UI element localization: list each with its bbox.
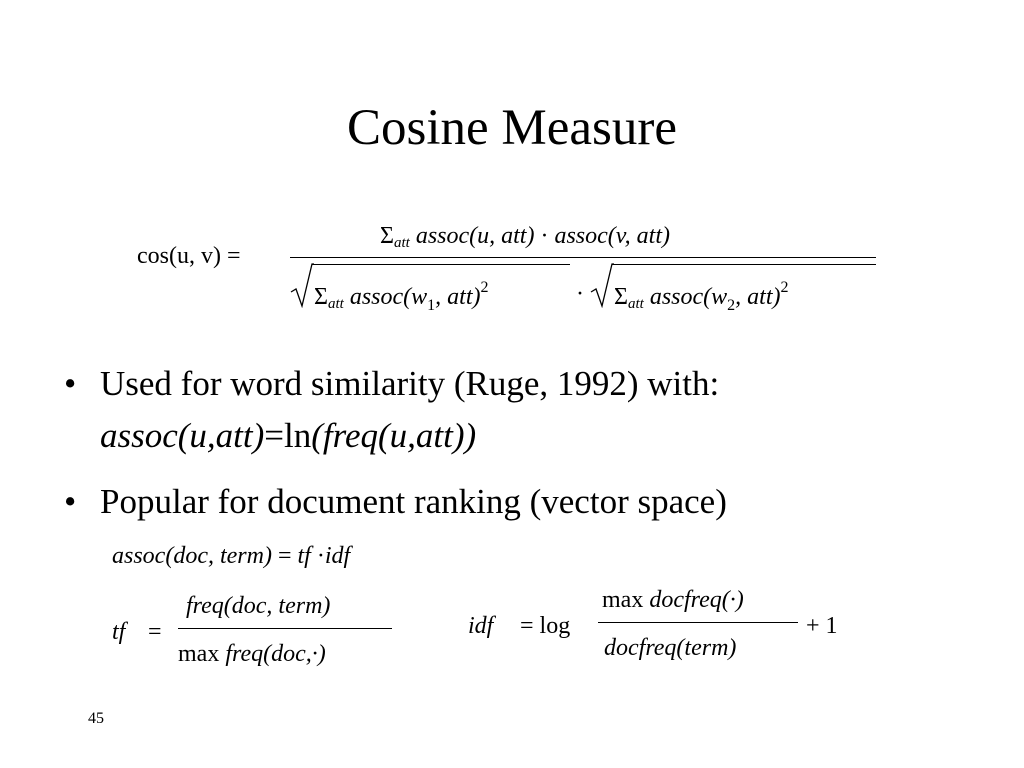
numerator-term-2: assoc(v, att) <box>554 223 670 249</box>
w-subscript-2: 2 <box>727 297 736 314</box>
max-operator: max <box>178 641 220 667</box>
tf-term: tf <box>297 543 311 569</box>
bullet-marker: • <box>64 482 77 521</box>
numerator-term-1: assoc(u, att) <box>415 223 535 249</box>
assoc-tf-idf-formula <box>112 544 350 568</box>
tf-numerator: freq(doc, term) <box>186 593 331 619</box>
bullet-marker: • <box>64 364 77 403</box>
square-exponent-2: 2 <box>780 279 789 296</box>
bullet-formula-line <box>100 418 476 453</box>
freq-expression: (freq(u,att)) <box>311 416 477 455</box>
idf-numerator <box>602 588 744 612</box>
equals-sign: = <box>277 543 292 569</box>
page-number: 45 <box>88 710 104 727</box>
idf-term: idf <box>324 543 351 569</box>
idf-denominator: docfreq(term) <box>604 635 737 661</box>
cosine-denominator-2 <box>614 280 788 314</box>
sum-symbol: Σ <box>614 284 628 310</box>
denominator-term-2-tail: , att) <box>735 284 781 310</box>
assoc-expression: assoc(u,att) <box>100 416 265 455</box>
sqrt-icon <box>590 262 614 308</box>
bullet-text: Popular for document ranking (vector space) <box>100 482 727 521</box>
dot-operator: · <box>540 223 549 249</box>
denominator-term-1: assoc(w <box>349 284 428 310</box>
square-exponent-1: 2 <box>480 279 489 296</box>
sum-symbol: Σ <box>380 223 394 249</box>
dot-operator: · <box>576 281 584 307</box>
sqrt-icon <box>290 262 314 308</box>
sum-subscript: att <box>393 235 410 251</box>
cosine-lhs: cos(u, v) = <box>137 243 241 269</box>
cosine-numerator <box>380 224 670 251</box>
slide-title: Cosine Measure <box>346 100 677 156</box>
tf-fraction-bar <box>178 628 392 629</box>
sum-subscript: att <box>327 296 344 312</box>
tf-denominator <box>178 642 326 666</box>
idf-lhs: idf <box>468 613 494 639</box>
sum-symbol: Σ <box>314 284 328 310</box>
tf-lhs: tf <box>112 619 126 645</box>
bullet-text: Used for word similarity (Ruge, 1992) with: <box>100 364 720 403</box>
sum-subscript: att <box>627 296 644 312</box>
plus-one: + 1 <box>806 613 838 639</box>
sqrt-overline-2 <box>612 264 876 265</box>
assoc-lhs: assoc(doc, term) <box>112 543 272 569</box>
denominator-term-1-tail: , att) <box>435 284 481 310</box>
sqrt-overline-1 <box>312 264 570 265</box>
ln-operator: =ln <box>264 416 312 455</box>
freq-doc-any: freq(doc,·) <box>225 641 326 667</box>
dot-operator: · <box>316 543 325 569</box>
max-operator: max <box>602 587 644 613</box>
docfreq-any: docfreq(·) <box>649 587 744 613</box>
idf-fraction-bar <box>598 622 798 623</box>
cosine-fraction-bar <box>290 257 876 258</box>
cosine-denominator-1 <box>314 280 488 314</box>
denominator-term-2: assoc(w <box>649 284 728 310</box>
equals-sign: = <box>148 619 162 645</box>
w-subscript-1: 1 <box>427 297 436 314</box>
log-operator: = log <box>520 613 571 639</box>
